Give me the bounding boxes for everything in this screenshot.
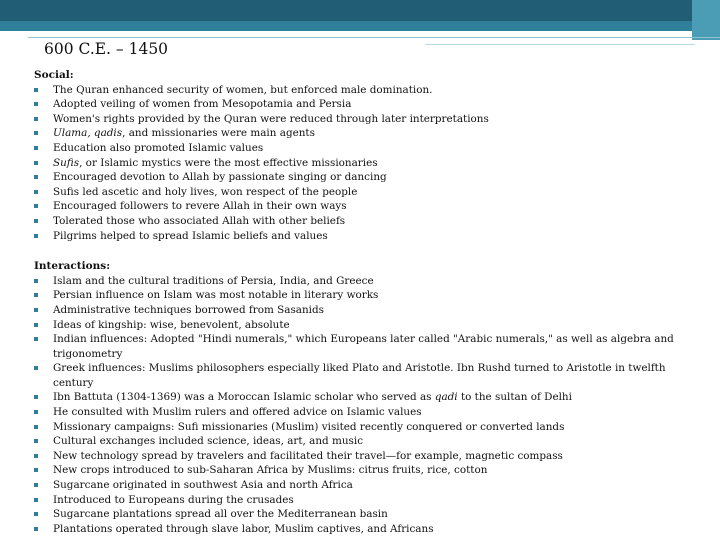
list-item-text: Administrative techniques borrowed from Sasanids bbox=[53, 303, 324, 316]
list-item bbox=[34, 303, 694, 318]
list-item-text: Plantations operated through slave labor, Muslim captives, and Africans bbox=[53, 522, 434, 535]
bullet-icon bbox=[34, 323, 38, 327]
bullet-icon bbox=[34, 146, 38, 150]
bullet-icon bbox=[34, 439, 38, 443]
bullet-icon bbox=[34, 219, 38, 223]
bullet-icon bbox=[34, 308, 38, 312]
social-list bbox=[34, 83, 694, 244]
title-rule bbox=[28, 37, 720, 38]
bullet-icon bbox=[34, 175, 38, 179]
interactions-list bbox=[34, 274, 694, 537]
list-item-text: Tolerated those who associated Allah with other beliefs bbox=[53, 214, 346, 227]
list-item bbox=[34, 318, 694, 333]
list-item-text: Education also promoted Islamic values bbox=[53, 141, 264, 154]
slide-title: 600 C.E. – 1450 bbox=[44, 40, 169, 58]
list-item-text: Encouraged followers to revere Allah in their own ways bbox=[53, 200, 347, 213]
title-rule-short bbox=[425, 44, 695, 45]
list-item-text: Persian influence on Islam was most notable in literary works bbox=[53, 289, 379, 302]
bullet-icon bbox=[34, 293, 38, 297]
bullet-icon bbox=[34, 102, 38, 106]
bullet-icon bbox=[34, 395, 38, 399]
bullet-icon bbox=[34, 190, 38, 194]
header-corner-block bbox=[692, 0, 720, 40]
bullet-icon bbox=[34, 366, 38, 370]
bullet-icon bbox=[34, 468, 38, 472]
list-item bbox=[34, 390, 694, 405]
list-item-text: , and missionaries were main agents bbox=[122, 127, 315, 140]
bullet-icon bbox=[34, 88, 38, 92]
bullet-icon bbox=[34, 454, 38, 458]
list-item-text: Missionary campaigns: Sufi missionaries (Muslim) visited recently conquered or converted lands bbox=[53, 420, 565, 433]
list-item-text: New crops introduced to sub-Saharan Africa by Muslims: citrus fruits, rice, cotton bbox=[53, 464, 488, 477]
list-item-text: Ibn Battuta (1304-1369) was a Moroccan Islamic scholar who served as bbox=[53, 391, 435, 404]
list-item-text: Greek influences: Muslims philosophers especially liked Plato and Aristotle. Ibn Rushd turned to Aristotle in twelfth century bbox=[53, 362, 666, 389]
list-item-text: Sufis led ascetic and holy lives, won respect of the people bbox=[53, 185, 358, 198]
list-item bbox=[34, 214, 694, 229]
list-item-text: Indian influences: Adopted "Hindi numerals," which Europeans later called "Arabic numerals," as well as algebra and trigonometry bbox=[53, 333, 674, 360]
list-item bbox=[34, 449, 694, 464]
list-item bbox=[34, 112, 694, 127]
list-item-text: Sugarcane originated in southwest Asia and north Africa bbox=[53, 479, 353, 492]
list-item bbox=[34, 493, 694, 508]
list-item-text: The Quran enhanced security of women, but enforced male domination. bbox=[53, 83, 433, 96]
list-item-text: He consulted with Muslim rulers and offered advice on Islamic values bbox=[53, 406, 422, 419]
list-item bbox=[34, 185, 694, 200]
list-item-emphasis: Ulama, qadis bbox=[53, 127, 123, 140]
list-item bbox=[34, 83, 694, 98]
list-item-text: Women's rights provided by the Quran were reduced through later interpretations bbox=[53, 112, 489, 125]
list-item-emphasis: Sufis bbox=[53, 156, 80, 169]
section-gap bbox=[34, 243, 694, 259]
list-item bbox=[34, 420, 694, 435]
bullet-icon bbox=[34, 410, 38, 414]
list-item bbox=[34, 434, 694, 449]
list-item bbox=[34, 507, 694, 522]
list-item bbox=[34, 141, 694, 156]
bullet-icon bbox=[34, 498, 38, 502]
list-item bbox=[34, 288, 694, 303]
list-item bbox=[34, 478, 694, 493]
list-item-text: Ideas of kingship: wise, benevolent, absolute bbox=[53, 318, 290, 331]
bullet-icon bbox=[34, 527, 38, 531]
list-item bbox=[34, 405, 694, 420]
bullet-icon bbox=[34, 131, 38, 135]
list-item-text: Encouraged devotion to Allah by passionate singing or dancing bbox=[53, 171, 387, 184]
list-item bbox=[34, 126, 694, 141]
header-bar bbox=[0, 0, 720, 21]
list-item-text: Pilgrims helped to spread Islamic beliefs and values bbox=[53, 229, 328, 242]
list-item-text: Adopted veiling of women from Mesopotamia and Persia bbox=[53, 98, 352, 111]
list-item-text: , or Islamic mystics were the most effective missionaries bbox=[79, 156, 378, 169]
list-item-text: Sugarcane plantations spread all over the Mediterranean basin bbox=[53, 508, 388, 521]
bullet-icon bbox=[34, 425, 38, 429]
list-item bbox=[34, 156, 694, 171]
list-item bbox=[34, 361, 694, 390]
header-accent-strip bbox=[0, 21, 720, 31]
list-item bbox=[34, 170, 694, 185]
bullet-icon bbox=[34, 337, 38, 341]
bullet-icon bbox=[34, 234, 38, 238]
list-item bbox=[34, 522, 694, 537]
list-item-text: Islam and the cultural traditions of Persia, India, and Greece bbox=[53, 274, 374, 287]
slide-body bbox=[34, 68, 694, 536]
social-heading: Social: bbox=[34, 69, 74, 81]
list-item bbox=[34, 97, 694, 112]
list-item-text: to the sultan of Delhi bbox=[457, 391, 572, 404]
list-item-text: Cultural exchanges included science, ideas, art, and music bbox=[53, 435, 364, 448]
list-item bbox=[34, 463, 694, 478]
bullet-icon bbox=[34, 161, 38, 165]
bullet-icon bbox=[34, 279, 38, 283]
list-item bbox=[34, 229, 694, 244]
list-item bbox=[34, 332, 694, 361]
bullet-icon bbox=[34, 117, 38, 121]
list-item bbox=[34, 274, 694, 289]
list-item-emphasis: qadi bbox=[434, 391, 458, 404]
bullet-icon bbox=[34, 204, 38, 208]
bullet-icon bbox=[34, 483, 38, 487]
list-item-text: New technology spread by travelers and facilitated their travel—for example, magnetic compass bbox=[53, 449, 563, 462]
list-item bbox=[34, 199, 694, 214]
list-item-text: Introduced to Europeans during the crusades bbox=[53, 493, 294, 506]
interactions-heading: Interactions: bbox=[34, 260, 111, 273]
bullet-icon bbox=[34, 512, 38, 516]
